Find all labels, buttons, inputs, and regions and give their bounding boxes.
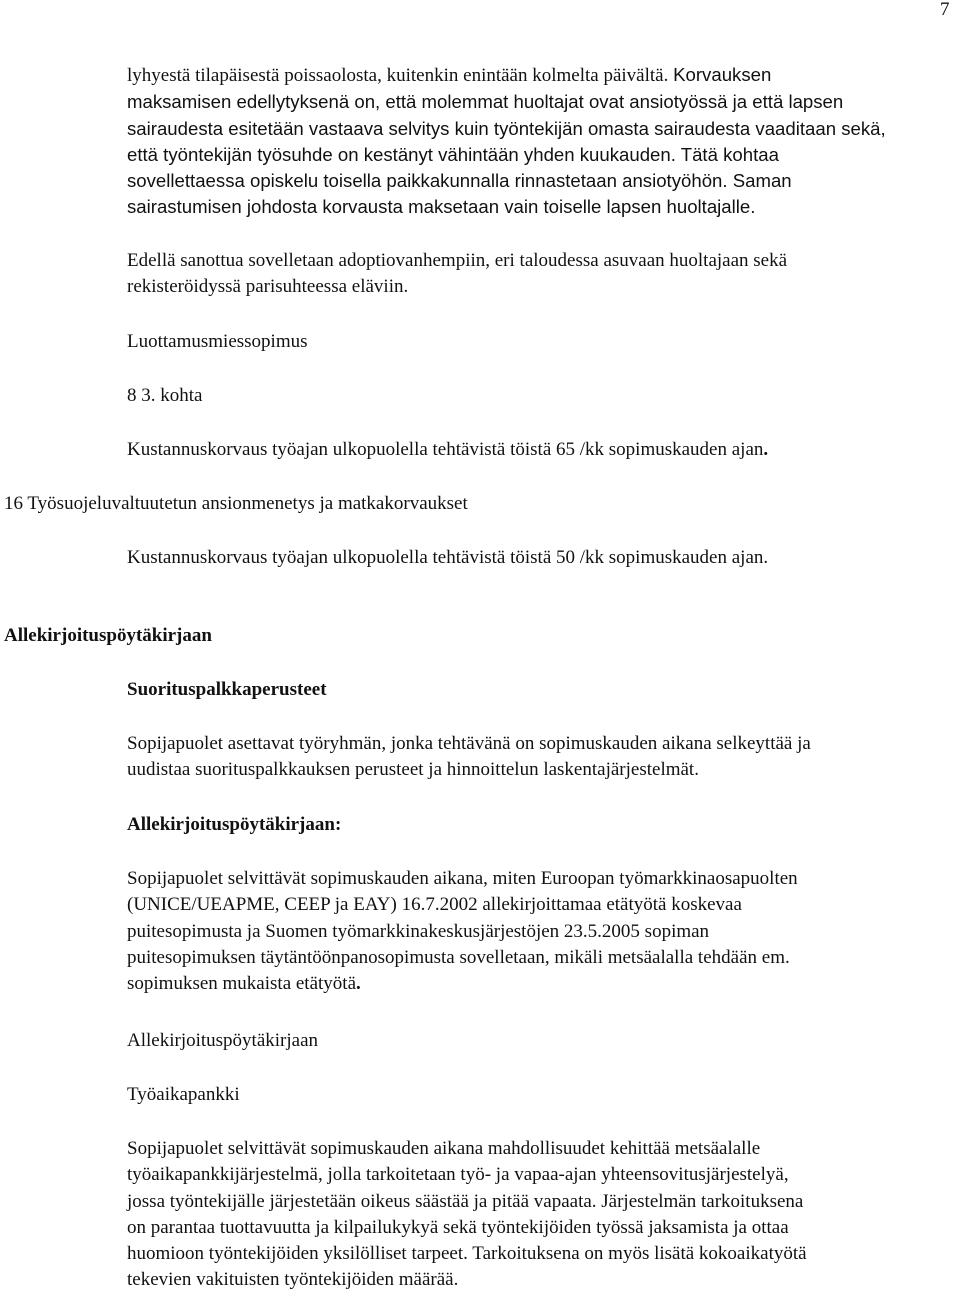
paragraph-line: Sopijapuolet selvittävät sopimuskauden aikana mahdollisuudet kehittää metsäalalle xyxy=(127,1138,761,1159)
adoption-paragraph xyxy=(127,248,787,301)
paragraph-line: tekevien vakituisten työntekijöiden määrää. xyxy=(127,1269,459,1291)
compensation-end: . xyxy=(763,439,769,460)
paragraph-line: on parantaa tuottavuutta ja kilpailukykyä sekä työntekijöiden työssä jaksamista ja ottaa xyxy=(127,1216,789,1238)
allekirjoitus-heading: Allekirjoituspöytäkirjaan: xyxy=(127,814,342,835)
paragraph-text: lyhyestä tilapäisestä poissaolosta, kuitenkin enintään kolmelta päivältä. xyxy=(127,65,674,86)
tyoaikapankki-paragraph xyxy=(127,1136,807,1294)
paragraph-line: puitesopimuksen täytäntöönpanosopimusta sovelletaan, mikäli metsäalalla tehdään em. xyxy=(127,946,790,968)
paragraph-line xyxy=(127,62,886,89)
paragraph-line: Sopijapuolet selvittävät sopimuskauden aikana, miten Euroopan työmarkkinaosapuolten xyxy=(127,868,798,889)
paragraph-line: rekisteröidyssä parisuhteessa eläviin. xyxy=(127,276,409,298)
paragraph-line xyxy=(127,971,798,997)
section-reference: 8 3. kohta xyxy=(127,385,203,406)
paragraph-line: uudistaa suorituspalkkauksen perusteet ja hinnoittelun laskentajärjestelmät. xyxy=(127,759,699,781)
allekirjoitus-heading: Allekirjoituspöytäkirjaan xyxy=(127,1030,319,1051)
paragraph-line: jossa työntekijälle järjestetään oikeus säästää ja pitää vapaata. Järjestelmän tarkoituksena xyxy=(127,1190,804,1212)
luottamusmies-heading: Luottamusmiessopimus xyxy=(127,331,308,352)
compensation-text: Kustannuskorvaus työajan ulkopuolella tehtävistä töistä 65 /kk sopimuskauden ajan xyxy=(127,439,764,460)
section-16-heading: 16 Työsuojeluvaltuutetun ansionmenetys ja matkakorvaukset xyxy=(4,493,468,514)
paragraph-end: . xyxy=(356,973,361,995)
compensation-65-line xyxy=(127,437,768,463)
paragraph-line: sovellettaessa opiskelu toisella paikkakunnalla rinnastetaan ansiotyöhön. Saman xyxy=(127,170,792,192)
paragraph-line: maksamisen edellytyksenä on, että molemmat huoltajat ovat ansiotyössä ja että lapsen xyxy=(127,91,844,113)
paragraph-line: puitesopimusta ja Suomen työmarkkinakeskusjärjestöjen 23.5.2005 sopiman xyxy=(127,920,710,942)
paragraph-line: sairastumisen johdosta korvausta maksetaan vain toiselle lapsen huoltajalle. xyxy=(127,196,756,218)
paragraph-line: työaikapankkijärjestelmä, jolla tarkoitetaan työ- ja vapaa-ajan yhteensovitusjärjestelyä, xyxy=(127,1164,789,1186)
etatyo-paragraph xyxy=(127,866,798,997)
suoritus-paragraph xyxy=(127,731,811,784)
paragraph-line: sairaudesta esitetään vastaava selvitys kuin työntekijän omasta sairaudesta vaaditaan sekä, xyxy=(127,117,886,139)
allekirjoitus-heading: Allekirjoituspöytäkirjaan xyxy=(4,625,212,646)
paragraph-line: Edellä sanottua sovelletaan adoptiovanhempiin, eri taloudessa asuvaan huoltajaan sekä xyxy=(127,250,788,271)
paragraph-line: huomioon työntekijöiden yksilölliset tarpeet. Tarkoituksena on myös lisätä kokoaikatyötä xyxy=(127,1243,807,1265)
compensation-50-line: Kustannuskorvaus työajan ulkopuolella tehtävistä töistä 50 /kk sopimuskauden ajan. xyxy=(127,547,769,568)
sick-child-paragraph xyxy=(127,62,886,221)
paragraph-text: sopimuksen mukaista etätyötä xyxy=(127,973,357,995)
suoritus-heading: Suorituspalkkaperusteet xyxy=(127,679,327,700)
paragraph-line: (UNICE/UEAPME, CEEP ja EAY) 16.7.2002 allekirjoittamaa etätyötä koskevaa xyxy=(127,894,742,916)
paragraph-line: että työntekijän työsuhde on kestänyt vähintään yhden kuukauden. Tätä kohtaa xyxy=(127,143,779,165)
paragraph-text: Korvauksen xyxy=(673,64,772,85)
paragraph-line: Sopijapuolet asettavat työryhmän, jonka tehtävänä on sopimuskauden aikana selkeyttää ja xyxy=(127,733,811,754)
tyoaikapankki-heading: Työaikapankki xyxy=(127,1084,240,1105)
page-number: 7 xyxy=(940,0,950,20)
